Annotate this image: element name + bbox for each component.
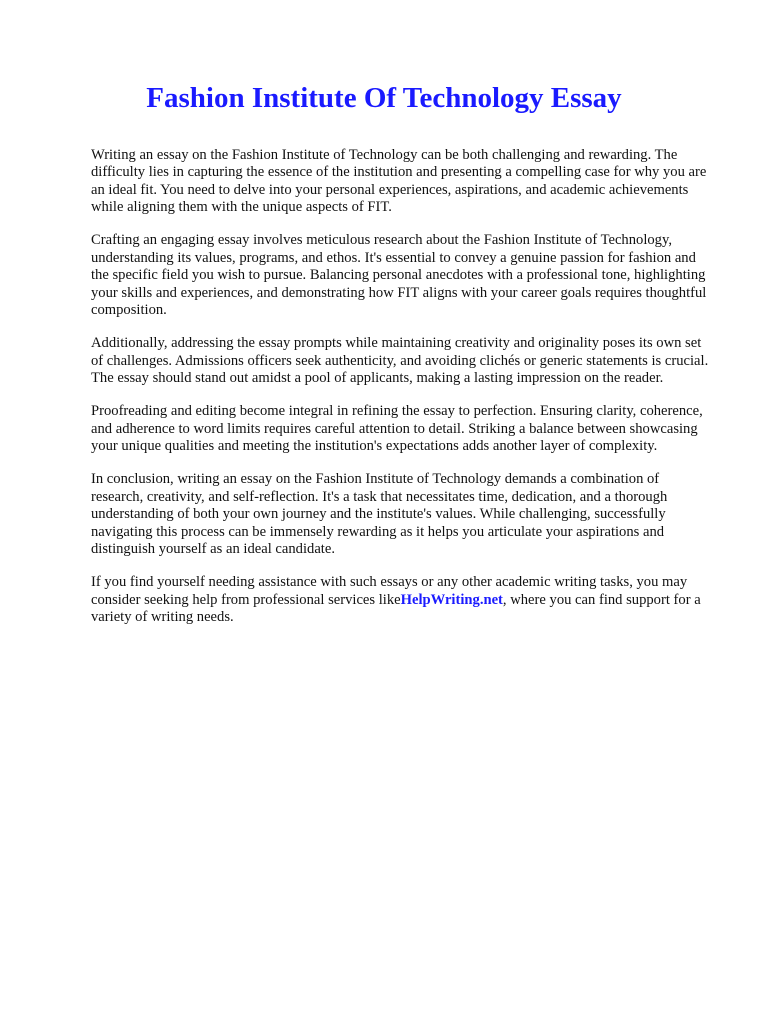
helpwriting-link[interactable]: HelpWriting.net	[400, 591, 503, 608]
page-title: Fashion Institute Of Technology Essay	[146, 82, 622, 114]
paragraph-3: Additionally, addressing the essay prompts while maintaining creativity and originality poses its own set of challenges. Admissions officers seek authenticity, and avoiding clichés or generic statements is crucial. The essay should stand out amidst a pool of applicants, making a lasting impression on the reader.	[91, 335, 709, 387]
paragraph-1: Writing an essay on the Fashion Institute of Technology can be both challenging and rewarding. The difficulty lies in capturing the essence of the institution and presenting a compelling case for why you are an ideal fit. You need to delve into your personal experiences, aspirations, and academic achievements while aligning them with the unique aspects of FIT.	[91, 147, 707, 216]
paragraph-5: In conclusion, writing an essay on the Fashion Institute of Technology demands a combination of research, creativity, and self-reflection. It's a task that necessitates time, dedication, and a thorough understanding of both your own journey and the institute's values. While challenging, successfully navigating this process can be immensely rewarding as it helps you articulate your aspirations and distinguish yourself as an ideal candidate.	[91, 471, 668, 557]
closing-text-before: If you find yourself needing assistance with such essays or any other academic writing tasks, you may consider seeking help from professional services like	[91, 574, 688, 608]
essay-body	[91, 147, 713, 642]
closing-paragraph	[91, 574, 713, 626]
closing-text-after: , where you can find support for a variety of writing needs.	[91, 591, 701, 625]
paragraph-4: Proofreading and editing become integral in refining the essay to perfection. Ensuring clarity, coherence, and adherence to word limits requires careful attention to detail. Striking a balance between showcasing your unique qualities and meeting the institution's expectations adds another layer of complexity.	[91, 403, 703, 455]
paragraph-2: Crafting an engaging essay involves meticulous research about the Fashion Institute of Technology, understanding its values, programs, and ethos. It's essential to convey a genuine passion for fashion and the specific field you wish to pursue. Balancing personal anecdotes with a professional tone, highlighting your skills and experiences, and demonstrating how FIT aligns with your career goals requires thoughtful composition.	[91, 232, 707, 319]
